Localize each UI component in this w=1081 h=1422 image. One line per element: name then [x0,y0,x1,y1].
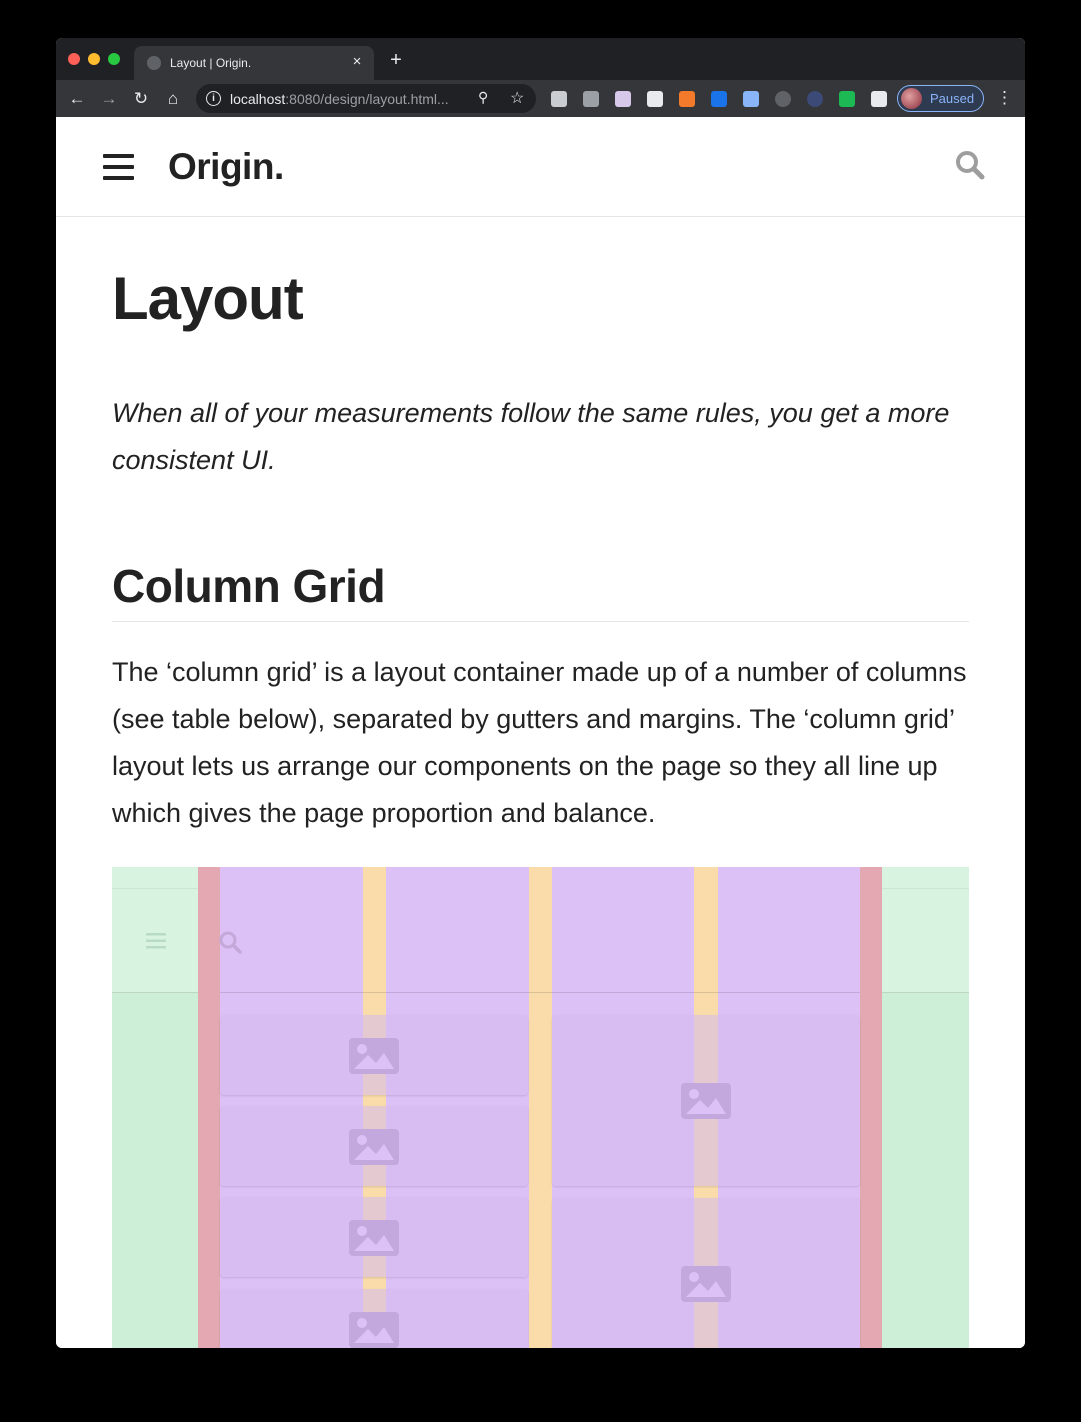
image-placeholder-icon [348,1037,400,1075]
url-path: :8080/design/layout.html... [285,91,449,107]
column-grid-figure [112,867,969,1348]
bookmark-star-icon[interactable]: ☆ [510,90,525,107]
section-paragraph: The ‘column grid’ is a layout container made up of a number of columns (see table below), separated by gutters and margins. The ‘column grid’ layout lets us arrange our components on the page so they all line up which gives the page proportion and balance. [112,657,967,828]
tab-close-icon[interactable]: × [352,53,362,70]
forward-button[interactable]: → [100,89,118,108]
image-placeholder-icon [680,1082,732,1120]
profile-status: Paused [930,91,975,106]
ext-calendar-icon[interactable] [615,91,631,107]
extensions-puzzle-icon[interactable] [871,91,887,107]
image-placeholder-icon [348,1311,400,1348]
tab-title: Layout | Origin. [170,56,252,70]
home-button[interactable]: ⌂ [167,89,179,108]
image-placeholder-icon [680,1265,732,1303]
ext-bot-icon[interactable] [647,91,663,107]
url-host: localhost [230,91,286,107]
url-text [230,91,449,107]
search-icon[interactable] [955,150,985,180]
new-tab-button[interactable]: + [390,49,402,71]
section-divider [112,621,969,622]
ext-square-icon[interactable] [839,91,855,107]
hamburger-menu-icon[interactable] [103,154,134,180]
zoom-icon[interactable]: ⚲ [478,89,489,105]
tab-layout[interactable] [134,46,374,80]
browser-window [56,38,1025,1348]
figure-hamburger-icon [146,933,166,949]
globe-icon [147,56,161,70]
avatar [901,88,922,109]
ext-adblock-icon[interactable] [807,91,823,107]
tab-strip [56,38,1025,80]
site-header [56,117,1025,217]
image-placeholder-icon [348,1128,400,1166]
ext-json-icon[interactable] [775,91,791,107]
section-title: Column Grid [112,560,386,612]
profile-button[interactable] [897,85,984,112]
figure-edge-gutter-right [860,867,882,1348]
image-placeholder-icon [348,1219,400,1257]
browser-toolbar [56,80,1025,117]
zoom-window-button[interactable] [108,53,120,65]
lede-paragraph: When all of your measurements follow the same rules, you get a more consistent UI. [112,398,950,475]
figure-edge-gutter-left [198,867,220,1348]
back-button[interactable]: ← [68,89,86,108]
close-window-button[interactable] [68,53,80,65]
reload-button[interactable]: ↻ [133,89,149,108]
ext-hint-icon[interactable] [583,91,599,107]
figure-gutter-2 [529,867,552,1348]
site-logo[interactable]: Origin. [168,146,284,187]
web-page [56,117,1025,1348]
ext-analytics-icon[interactable] [679,91,695,107]
browser-menu-icon[interactable]: ⋮ [996,88,1013,107]
figure-search-icon [218,930,242,954]
ext-translate-icon[interactable] [711,91,727,107]
figure-content-divider [220,992,860,993]
site-info-icon[interactable]: i [206,91,221,106]
ext-readingmode-icon[interactable] [551,91,567,107]
minimize-window-button[interactable] [88,53,100,65]
page-title: Layout [112,265,303,332]
ext-react-icon[interactable] [743,91,759,107]
address-bar[interactable] [196,84,536,113]
